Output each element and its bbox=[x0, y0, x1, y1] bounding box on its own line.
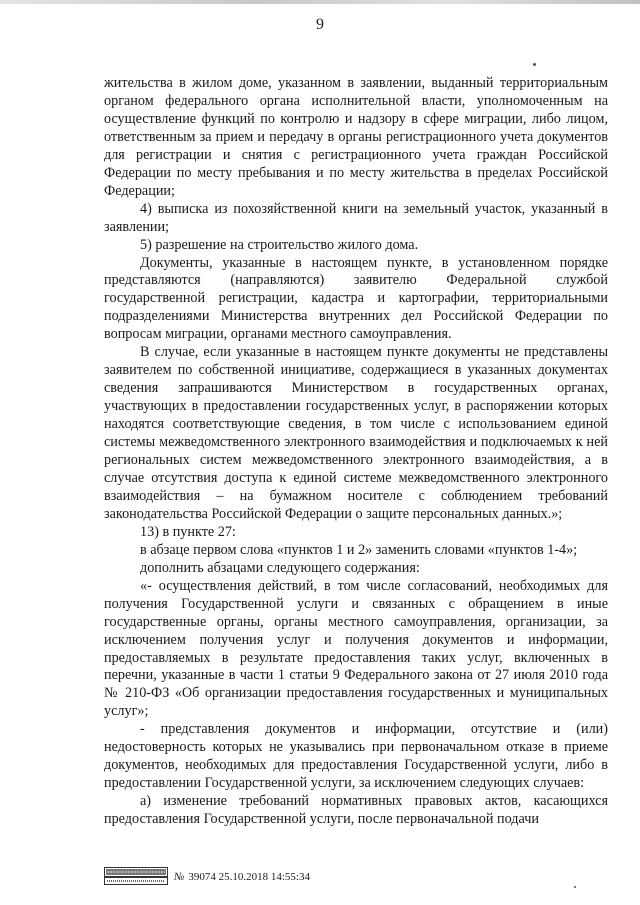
scan-top-edge bbox=[0, 0, 640, 4]
page-footer bbox=[104, 867, 608, 889]
registration-prefix: № bbox=[174, 871, 185, 883]
registration-stamp-icon bbox=[104, 867, 168, 885]
paragraph-documents-info: - представления документов и информации, отсутствие и (или) недостоверность которых не указывались при первоначальном отказе в приеме документов, необходимых для предоставления Государственной услуги, либо в предоставлении Государственной услуги, за исключением следующих случаев: bbox=[104, 721, 608, 792]
paragraph-item-5: 5) разрешение на строительство жилого дома. bbox=[140, 236, 419, 253]
paragraph-replace-words: в абзаце первом слова «пунктов 1 и 2» заменить словами «пунктов 1-4»; bbox=[140, 541, 578, 558]
paragraph-add-paragraphs: дополнить абзацами следующего содержания: bbox=[140, 559, 420, 576]
paragraph-documents-provided: Документы, указанные в настоящем пункте, в установленном порядке представляются (направляются) заявителю Федеральной службой государственной регистрации, кадастра и картографии, территориальными подразделениями Министерства внутренних дел Российской Федерации по вопросам миграции, органами местного самоуправления. bbox=[104, 254, 608, 343]
paragraph-interagency-request: В случае, если указанные в настоящем пункте документы не представлены заявителем по собственной инициативе, содержащиеся в указанных документах сведения запрашиваются Министерством в государственных органах, участвующих в предоставлении государственных услуг, в распоряжении которых находятся соответствующие сведения, в том числе с использованием единой системы межведомственного электронного взаимодействия и подключаемых к ней региональных систем межведомственного электронного взаимодействия, а в случае отсутствия доступа к единой системе межведомственного электронного взаимодействия – на бумажном носителе с соблюдением требований законодательства Российской Федерации о защите персональных данных.»; bbox=[104, 344, 608, 522]
paragraph-actions: «- осуществления действий, в том числе согласований, необходимых для получения Государственной услуги и связанных с обращением в иные государственные органы, органы местного самоуправления, организации, за исключением получения услуг и получения документов и информации, предоставляемых в результате предоставления таких услуг, включенных в перечни, указанные в части 1 статьи 9 Федерального закона от 27 июля 2010 года № 210-ФЗ «Об организации предоставления государственных и муниципальных услуг»; bbox=[104, 577, 608, 720]
scan-speck bbox=[574, 886, 576, 888]
page-number: 9 bbox=[316, 16, 324, 33]
scan-speck bbox=[533, 63, 536, 66]
registration-text: 39074 25.10.2018 14:55:34 bbox=[188, 871, 310, 883]
paragraph-residence-document: жительства в жилом доме, указанном в заявлении, выданный территориальным органом федерального органа исполнительной власти, уполномоченным на осуществление функций по контролю и надзору в сфере миграции, либо лицом, ответственным за прием и передачу в органы регистрационного учета документов для регистрации и снятия с регистрационного учета граждан Российской Федерации по месту пребывания и по месту жительства в пределах Российской Федерации; bbox=[104, 75, 608, 199]
paragraph-item-13: 13) в пункте 27: bbox=[140, 523, 236, 540]
paragraph-case-a: а) изменение требований нормативных правовых актов, касающихся предоставления Государственной услуги, после первоначальной подачи bbox=[104, 793, 608, 828]
paragraph-item-4: 4) выписка из похозяйственной книги на земельный участок, указанный в заявлении; bbox=[104, 200, 608, 235]
registration-number bbox=[174, 870, 310, 884]
document-body bbox=[104, 75, 608, 829]
